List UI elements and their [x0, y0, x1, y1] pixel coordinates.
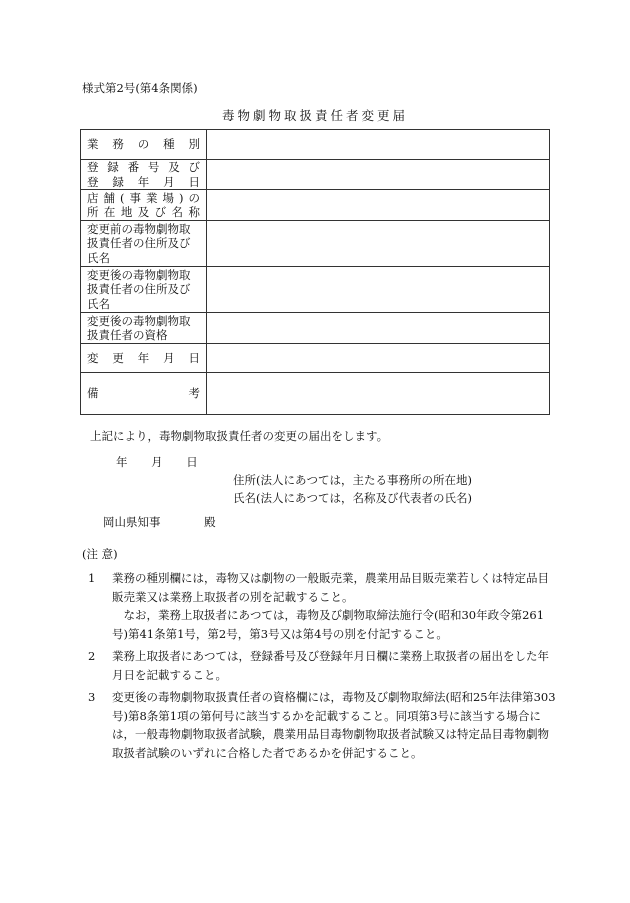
- row-label: [81, 267, 207, 313]
- row-label: [81, 130, 207, 160]
- form-row: [81, 160, 550, 190]
- form-row: [81, 313, 550, 344]
- form-row: [81, 190, 550, 221]
- note-number: 1: [88, 571, 96, 585]
- form-table: [80, 129, 550, 415]
- row-label-line: 店 舗 ( 事 業 場 ) の: [87, 190, 200, 205]
- row-label: [81, 373, 207, 415]
- notes-list: [88, 569, 556, 766]
- row-label-line: 登 録 番 号 及 び: [87, 160, 200, 174]
- row-value-field[interactable]: [207, 313, 550, 344]
- row-label: [81, 190, 207, 221]
- document-title: 毒物劇物取扱責任者変更届: [221, 108, 408, 123]
- row-label: [81, 160, 207, 190]
- row-label: [81, 344, 207, 373]
- row-label: [81, 221, 207, 267]
- note-text: 業務上取扱者にあつては，登録番号及び登録年月日欄に業務上取扱者の届出をした年月日を記載すること。: [112, 649, 549, 682]
- form-row: [81, 267, 550, 313]
- row-label-line: 所 在 地 及 び 名 称: [87, 205, 200, 219]
- row-value-field[interactable]: [207, 190, 550, 221]
- form-row: [81, 373, 550, 415]
- note-number: 2: [88, 649, 96, 663]
- row-value-field[interactable]: [207, 160, 550, 190]
- form-id: 様式第2号(第4条関係): [82, 81, 198, 95]
- addressee: 岡山県知事 殿: [103, 515, 216, 529]
- row-label-line: 氏名: [87, 296, 110, 311]
- form-row: [81, 221, 550, 267]
- intro-text: 上記により，毒物劇物取扱責任者の変更の届出をします。: [90, 429, 389, 443]
- row-label-line: 変 更 年 月 日: [87, 350, 200, 365]
- notes-heading: (注 意): [82, 547, 118, 561]
- row-label-line: 業 務 の 種 別: [87, 137, 200, 152]
- row-value-field[interactable]: [207, 344, 550, 373]
- row-value-field[interactable]: [207, 373, 550, 415]
- row-label-line: 氏名: [87, 250, 110, 265]
- date-line: 年 月 日: [116, 455, 198, 469]
- row-value-field[interactable]: [207, 221, 550, 267]
- note-subtext: なお，業務上取扱者にあつては，毒物及び劇物取締法施行令(昭和30年政令第261号)第41条第1号，第2号，第3号又は第4号の別を付記すること。: [112, 608, 545, 641]
- note-item: [88, 569, 556, 643]
- note-number: 3: [88, 690, 96, 704]
- row-label-line: 備 考: [87, 386, 200, 401]
- name-label: 氏名(法人にあつては，名称及び代表者の氏名): [233, 491, 472, 505]
- note-item: [88, 688, 556, 762]
- note-item: [88, 647, 556, 684]
- form-row: [81, 344, 550, 373]
- row-value-field[interactable]: [207, 130, 550, 160]
- address-label: 住所(法人にあつては，主たる事務所の所在地): [233, 473, 472, 487]
- row-label-line: 扱責任者の住所及び: [87, 282, 191, 297]
- row-label-line: 扱責任者の住所及び: [87, 236, 191, 251]
- form-row: [81, 130, 550, 160]
- row-label-line: 扱責任者の資格: [87, 328, 168, 342]
- row-label-line: 登 録 年 月 日: [87, 174, 200, 189]
- row-value-field[interactable]: [207, 267, 550, 313]
- row-label-line: 変更後の毒物劇物取: [87, 267, 191, 282]
- note-text: 変更後の毒物劇物取扱責任者の資格欄には，毒物及び劇物取締法(昭和25年法律第303号)第8条第1項の第何号に該当するかを記載すること。同項第3号に該当する場合には，一般毒物劇物取扱者試験，農業用品目毒物劇物取扱者試験又は特定品目毒物劇物取扱者試験のいずれに合格した者であるかを併記すること。: [112, 690, 556, 760]
- row-label-line: 変更後の毒物劇物取: [87, 313, 191, 328]
- row-label: [81, 313, 207, 344]
- row-label-line: 変更前の毒物劇物取: [87, 221, 191, 236]
- note-text: 業務の種別欄には，毒物又は劇物の一般販売業，農業用品目販売業若しくは特定品目販売業又は業務上取扱者の別を記載すること。: [112, 571, 549, 604]
